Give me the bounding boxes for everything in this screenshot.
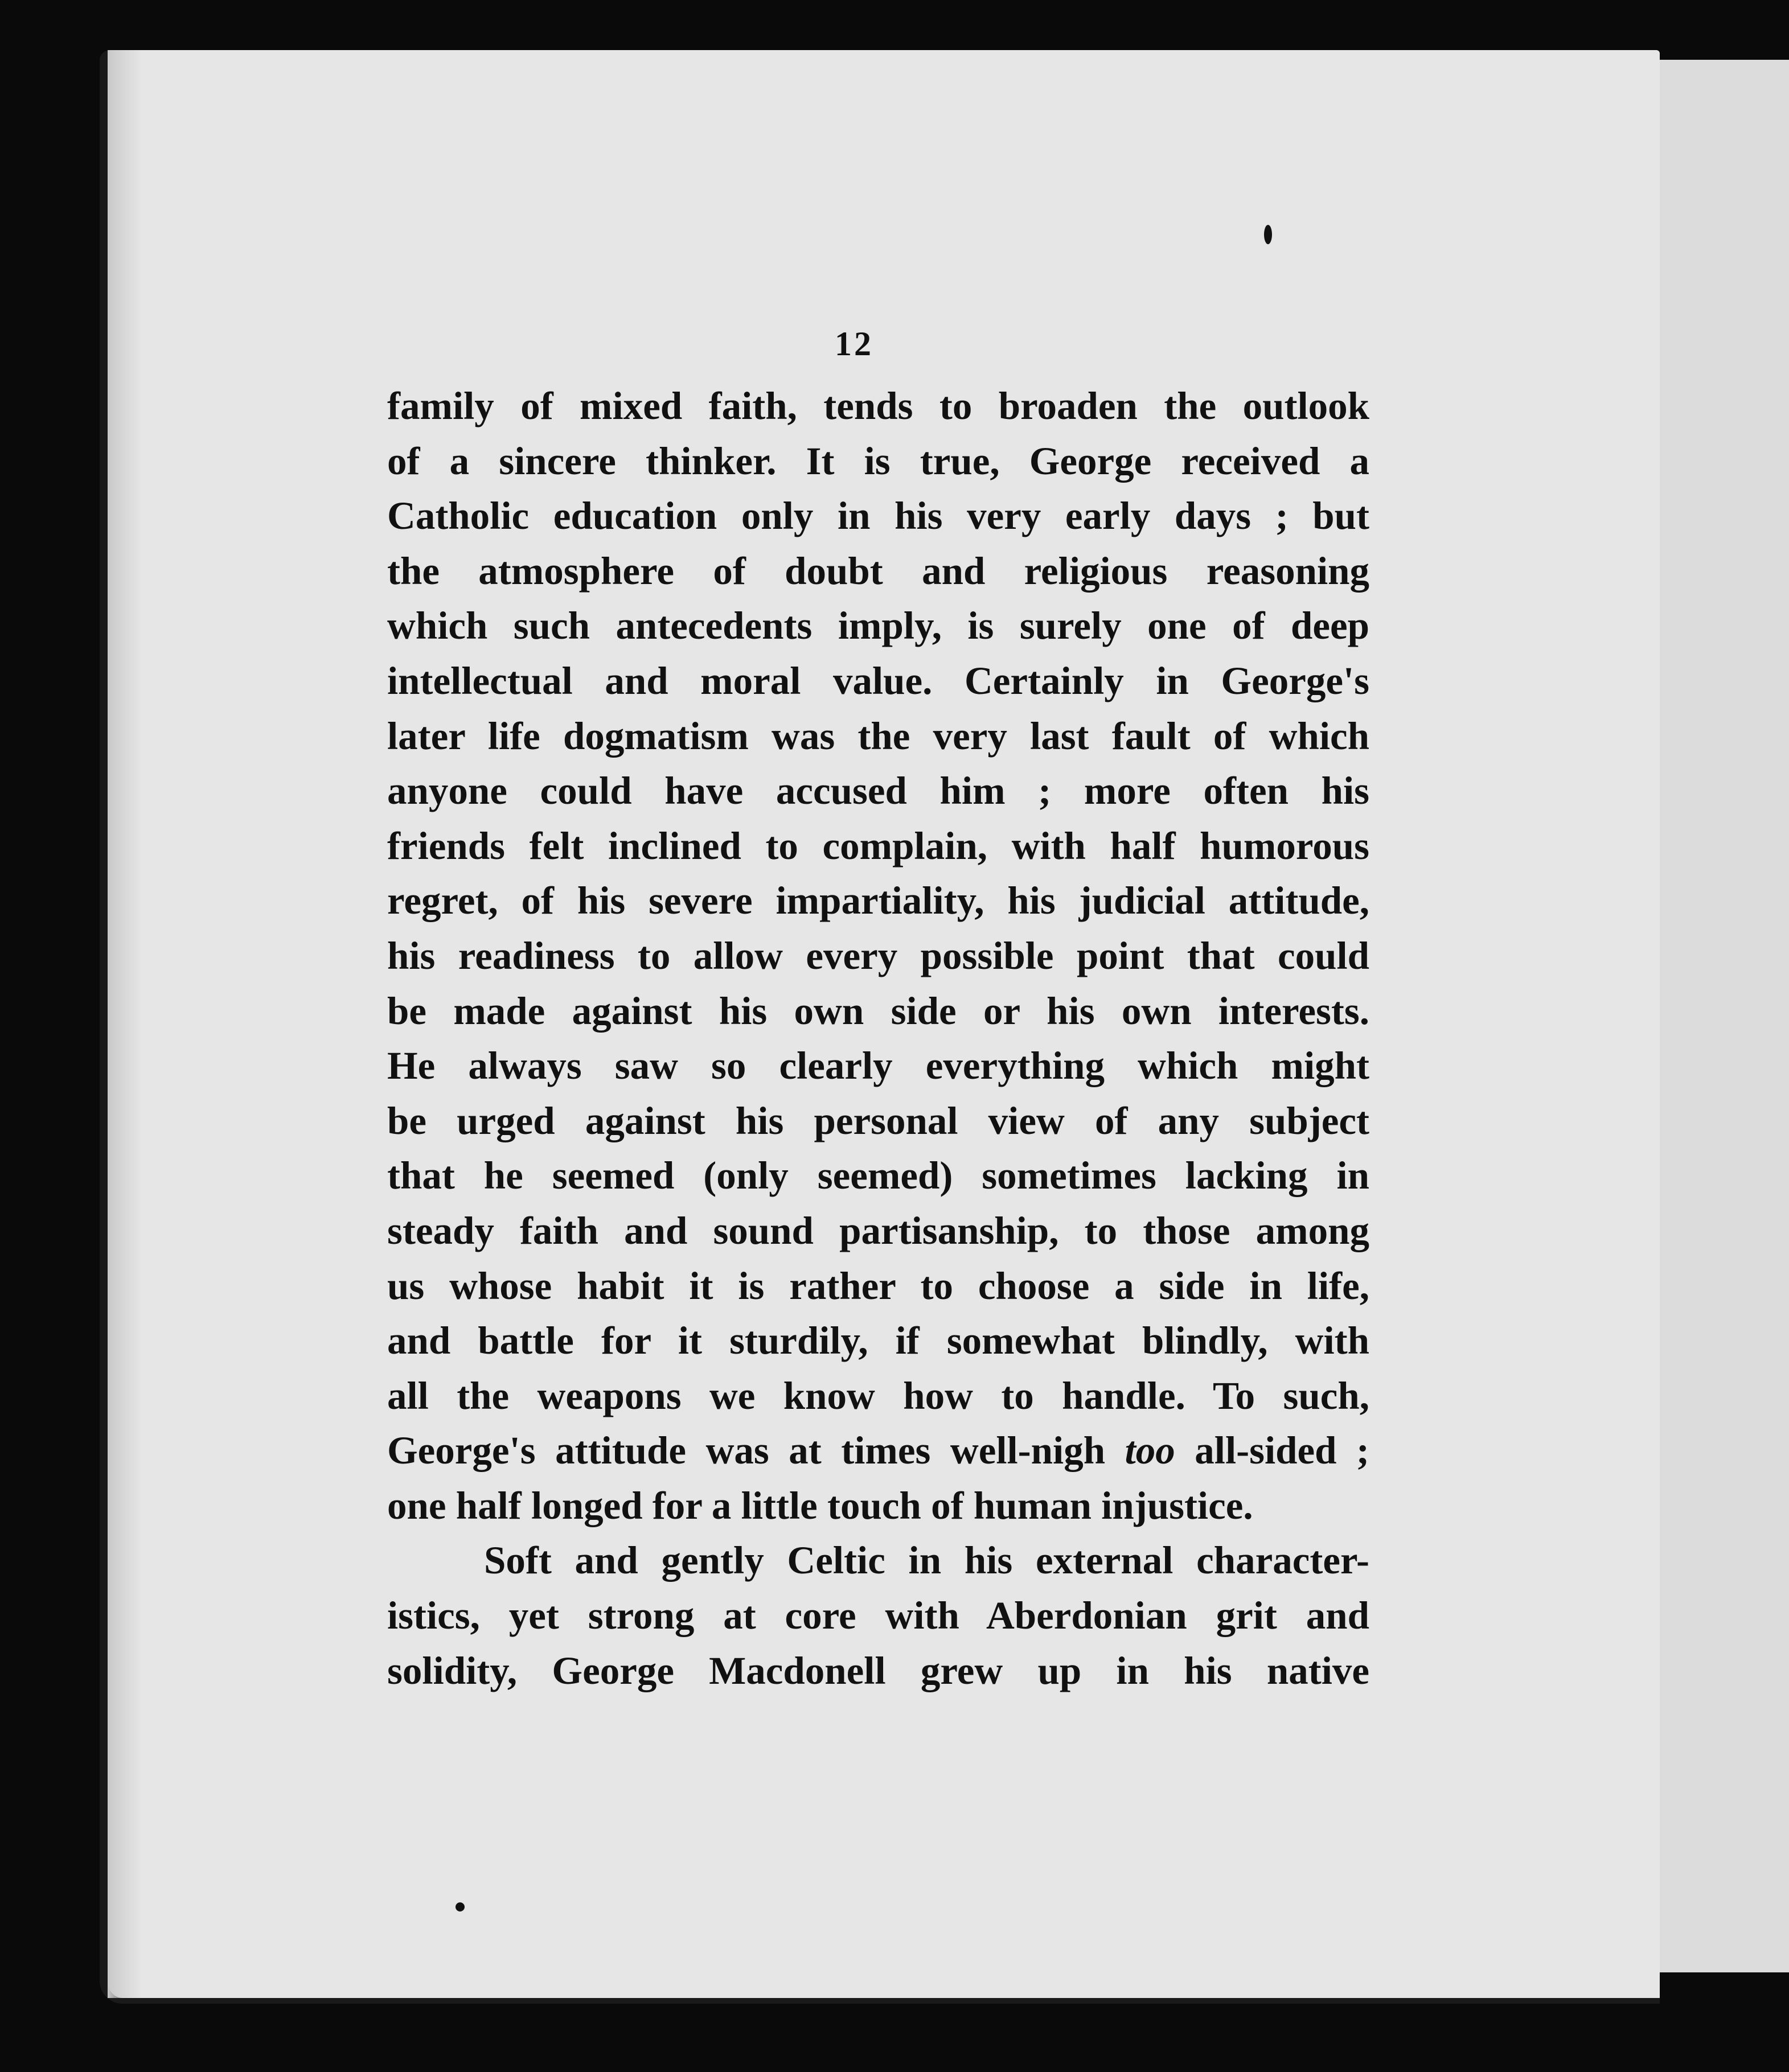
text-line: family of mixed faith, tends to broaden the outlook bbox=[387, 384, 1369, 427]
text-line: later life dogmatism was the very last fault of which bbox=[387, 714, 1369, 758]
text-line: be urged against his personal view of any subject bbox=[387, 1099, 1369, 1142]
text-line: us whose habit it is rather to choose a side in life, bbox=[387, 1264, 1369, 1308]
ink-speck bbox=[456, 1902, 465, 1911]
text-line: Catholic education only in his very early days ; but bbox=[387, 494, 1369, 538]
text-line: friends felt inclined to complain, with half humorous bbox=[387, 824, 1369, 868]
text-line: which such antecedents imply, is surely one of deep bbox=[387, 604, 1369, 648]
text-line: be made against his own side or his own interests. bbox=[387, 989, 1369, 1033]
text-line: istics, yet strong at core with Aberdonian grit and bbox=[387, 1594, 1369, 1638]
text-line: and battle for it sturdily, if somewhat blindly, with bbox=[387, 1319, 1369, 1363]
paragraph-start-line: Soft and gently Celtic in his external character- bbox=[484, 1539, 1369, 1582]
body-text bbox=[387, 379, 1369, 1698]
text-segment: George's attitude was at times well-nigh bbox=[387, 1429, 1125, 1473]
text-line: He always saw so clearly everything which might bbox=[387, 1044, 1369, 1088]
italic-word: too bbox=[1125, 1429, 1175, 1473]
text-line: anyone could have accused him ; more often his bbox=[387, 769, 1369, 813]
text-line: that he seemed (only seemed) sometimes lacking in bbox=[387, 1154, 1369, 1198]
text-line: intellectual and moral value. Certainly in George's bbox=[387, 659, 1369, 702]
text-line: the atmosphere of doubt and religious reasoning bbox=[387, 549, 1369, 593]
text-line-with-italic bbox=[387, 1423, 1369, 1478]
text-line: steady faith and sound partisanship, to those among bbox=[387, 1208, 1369, 1252]
ink-speck bbox=[1264, 225, 1272, 244]
paragraph-end-line: one half longed for a little touch of human injustice. bbox=[387, 1483, 1253, 1527]
text-line: all the weapons we know how to handle. To such, bbox=[387, 1374, 1369, 1417]
text-line: regret, of his severe impartiality, his judicial attitude, bbox=[387, 879, 1369, 923]
text-line: his readiness to allow every possible point that could bbox=[387, 934, 1369, 977]
text-line: solidity, George Macdonell grew up in his native bbox=[387, 1648, 1369, 1692]
text-segment: all-sided ; bbox=[1175, 1429, 1369, 1473]
text-line: of a sincere thinker. It is true, George received a bbox=[387, 439, 1369, 483]
page-edge-shadow bbox=[108, 50, 142, 1998]
page-number: 12 bbox=[835, 325, 873, 363]
